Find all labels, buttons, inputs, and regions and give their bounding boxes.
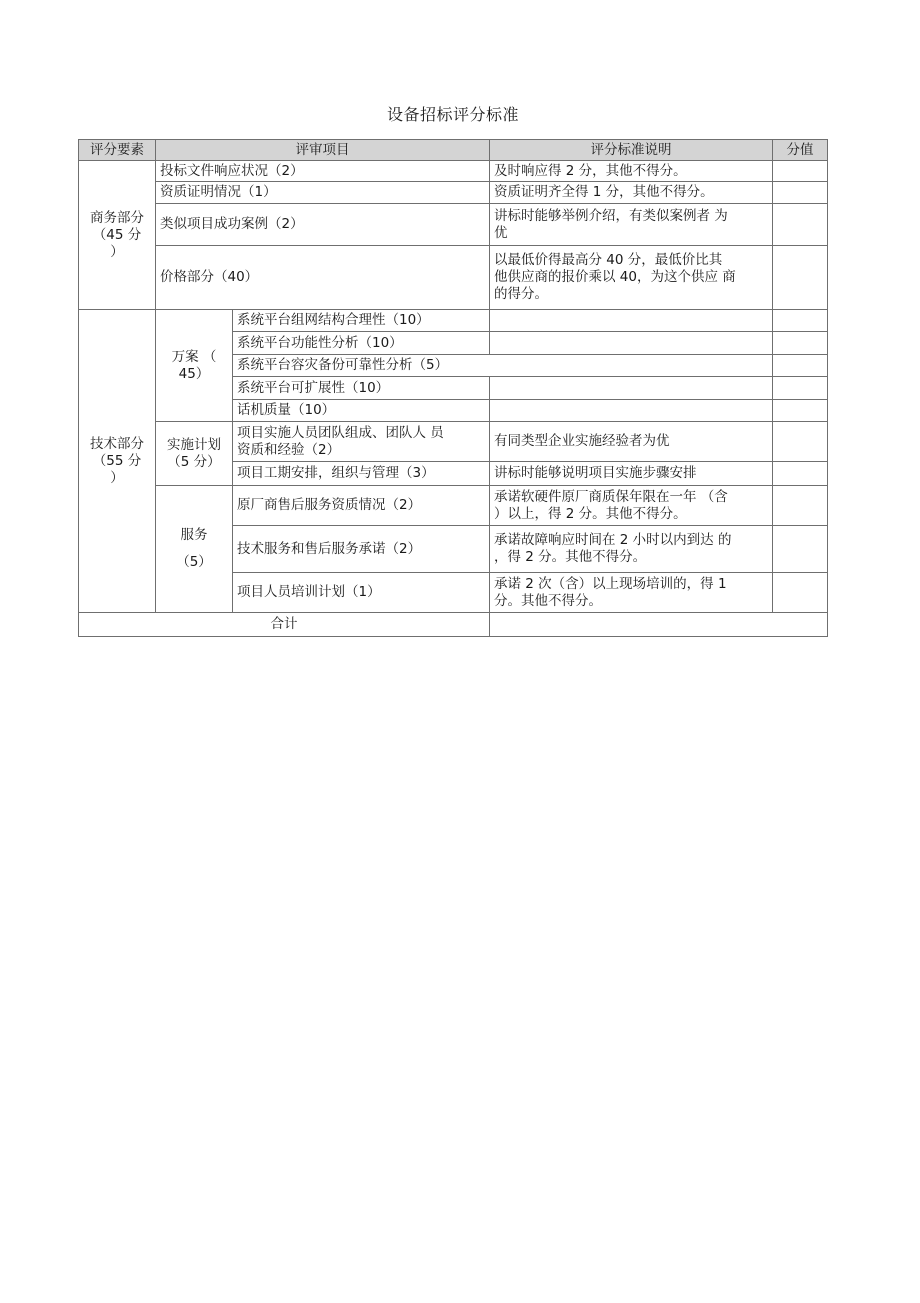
item-cell: 类似项目成功案例（2） [156, 204, 490, 246]
service-subsection-label: 服务 （5） [156, 486, 233, 613]
criteria-cell: 承诺软硬件原厂商质保年限在一年 （含 ）以上，得 2 分。其他不得分。 [490, 486, 773, 526]
score-cell[interactable] [773, 204, 828, 246]
item-cell: 原厂商售后服务资质情况（2） [233, 486, 490, 526]
score-cell[interactable] [773, 573, 828, 613]
header-score: 分值 [773, 140, 828, 161]
item-cell: 系统平台容灾备份可靠性分析（5） [233, 355, 773, 377]
criteria-cell [490, 332, 773, 355]
criteria-cell: 及时响应得 2 分，其他不得分。 [490, 161, 773, 182]
score-cell[interactable] [773, 182, 828, 204]
score-cell[interactable] [773, 355, 828, 377]
score-cell[interactable] [773, 462, 828, 486]
table-row [79, 204, 828, 246]
score-cell[interactable] [773, 422, 828, 462]
criteria-cell: 讲标时能够举例介绍，有类似案例者 为 优 [490, 204, 773, 246]
header-category: 评分要素 [79, 140, 156, 161]
table-row [79, 310, 828, 332]
total-score-cell[interactable] [490, 613, 828, 637]
header-criteria: 评分标准说明 [490, 140, 773, 161]
technical-section-label: 技术部分 （55 分 ） [79, 310, 156, 613]
document-title: 设备招标评分标准 [386, 105, 519, 124]
criteria-cell: 承诺故障响应时间在 2 小时以内到达 的 ，得 2 分。其他不得分。 [490, 526, 773, 573]
criteria-cell: 以最低价得最高分 40 分，最低价比其 他供应商的报价乘以 40，为这个供应 商 的得分。 [490, 246, 773, 310]
total-row [79, 613, 828, 637]
score-cell[interactable] [773, 486, 828, 526]
criteria-cell [490, 400, 773, 422]
item-cell: 资质证明情况（1） [156, 182, 490, 204]
table-row [79, 246, 828, 310]
criteria-cell: 资质证明齐全得 1 分，其他不得分。 [490, 182, 773, 204]
item-cell: 系统平台功能性分析（10） [233, 332, 490, 355]
item-cell: 项目工期安排，组织与管理（3） [233, 462, 490, 486]
table-row [79, 182, 828, 204]
criteria-cell [490, 310, 773, 332]
score-cell[interactable] [773, 310, 828, 332]
score-cell[interactable] [773, 400, 828, 422]
table-row [79, 422, 828, 462]
table-header-row [79, 140, 828, 161]
item-cell: 价格部分（40） [156, 246, 490, 310]
header-item: 评审项目 [156, 140, 490, 161]
score-cell[interactable] [773, 377, 828, 400]
scoring-table [78, 139, 828, 637]
criteria-cell: 讲标时能够说明项目实施步骤安排 [490, 462, 773, 486]
item-cell: 投标文件响应状况（2） [156, 161, 490, 182]
item-cell: 话机质量（10） [233, 400, 490, 422]
plan-subsection-label: 万案 （ 45） [156, 310, 233, 422]
score-cell[interactable] [773, 246, 828, 310]
item-cell: 项目实施人员团队组成、团队人 员 资质和经验（2） [233, 422, 490, 462]
implementation-subsection-label: 实施计划 （5 分） [156, 422, 233, 486]
criteria-cell [490, 377, 773, 400]
business-section-label: 商务部分 （45 分 ） [79, 161, 156, 310]
criteria-cell: 承诺 2 次（含）以上现场培训的，得 1 分。其他不得分。 [490, 573, 773, 613]
score-cell[interactable] [773, 161, 828, 182]
criteria-cell: 有同类型企业实施经验者为优 [490, 422, 773, 462]
total-label: 合计 [79, 613, 490, 637]
score-cell[interactable] [773, 526, 828, 573]
item-cell: 项目人员培训计划（1） [233, 573, 490, 613]
score-cell[interactable] [773, 332, 828, 355]
table-row [79, 161, 828, 182]
item-cell: 技术服务和售后服务承诺（2） [233, 526, 490, 573]
table-row [79, 486, 828, 526]
item-cell: 系统平台组网结构合理性（10） [233, 310, 490, 332]
item-cell: 系统平台可扩展性（10） [233, 377, 490, 400]
